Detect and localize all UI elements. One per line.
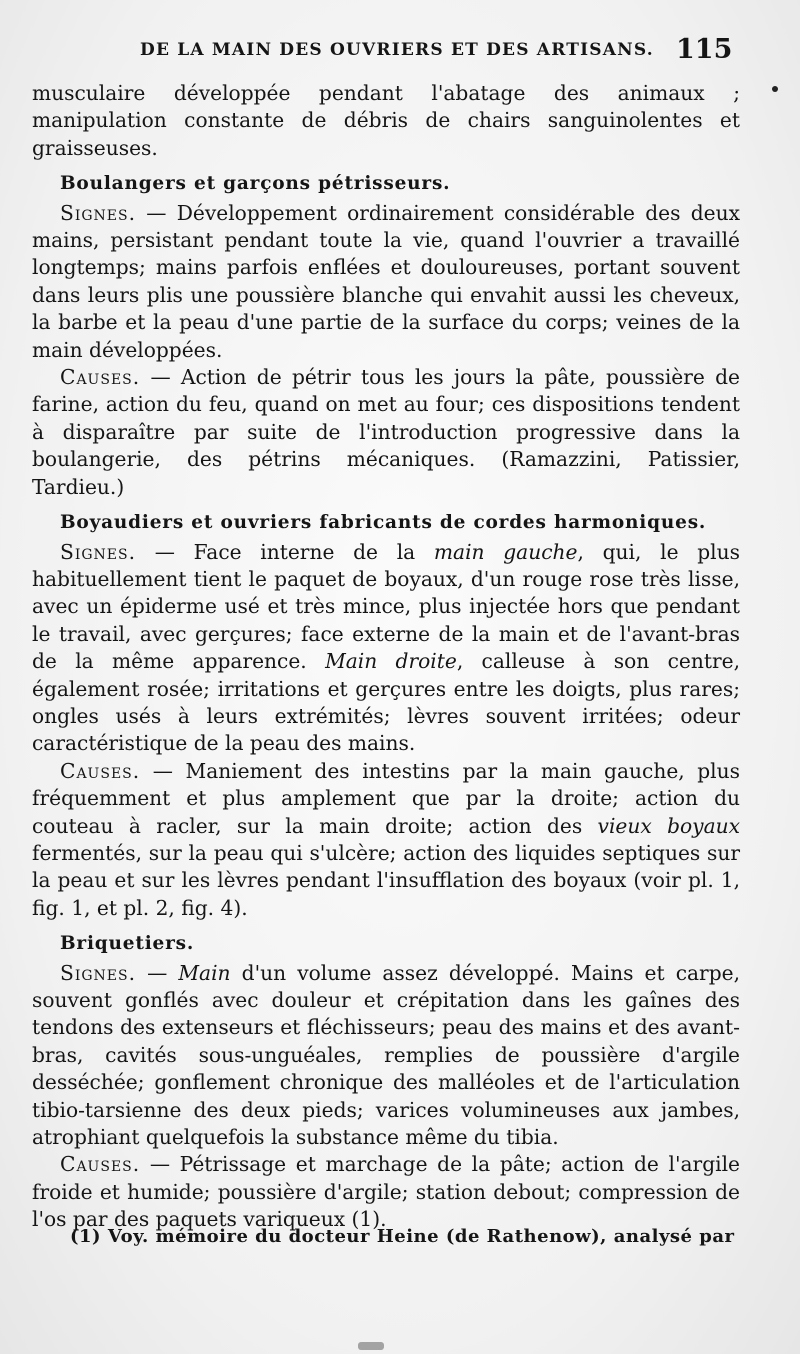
signes-text: d'un volume assez développé. Mains et carpe, souvent gonflés avec douleur et crépitation dans les gaînes des tendons des extenseurs et fléchisseurs; peau des mains et des avant-bras, cavités sous-unguéales, remplies de poussière d'argile desséchée; gonflement chronique des malléoles et de l'articulation tibio-tarsienne des deux pieds; varices volumineuses aux jambes, atrophiant quelquefois la substance même du tibia.	[32, 960, 740, 1150]
signes-text: — Développement ordinairement considérable des deux mains, persistant pendant toute la vie, quand l'ouvrier a travaillé longtemps; mains parfois enflées et douloureuses, portant souvent dans leurs plis une poussière blanche qui envahit aussi les cheveux, la barbe et la peau d'une partie de la surface du corps; veines de la main développées.	[32, 200, 740, 362]
causes-label: Causes.	[60, 365, 141, 390]
signes-text: , qui, le plus habituellement tient le paquet de boyaux, d'un rouge rose très lisse, avec un épiderme usé et très mince, plus injectée hors que pendant le travail, avec gerçures; face externe de la main et de l'avant-bras de la même apparence.	[32, 539, 740, 674]
causes-label: Causes.	[60, 758, 141, 783]
signes-label: Signes.	[60, 200, 137, 225]
signes-text: — Face interne de la	[136, 539, 434, 564]
print-smudge	[358, 1342, 384, 1350]
page-number: 115	[676, 34, 733, 65]
section-title-briquetiers: Briquetiers.	[60, 933, 195, 955]
causes-paragraph-briquetiers	[32, 1151, 740, 1233]
body-text	[32, 80, 740, 1234]
signes-label: Signes.	[60, 539, 137, 564]
section-title-boulangers: Boulangers et garçons pétrisseurs.	[60, 173, 451, 195]
causes-paragraph-boulangers	[32, 364, 740, 501]
signes-paragraph-briquetiers	[32, 960, 740, 1152]
italic-term: Main droite	[325, 649, 457, 674]
signes-label: Signes.	[60, 960, 137, 985]
signes-text: —	[136, 960, 179, 985]
italic-term: main gauche	[433, 539, 578, 564]
italic-term: vieux boyaux	[597, 813, 741, 838]
italic-term: Main	[178, 960, 231, 985]
causes-text: fermentés, sur la peau qui s'ulcère; action des liquides septiques sur la peau et sur les lèvres pendant l'insufflation des boyaux (voir pl. 1, fig. 1, et pl. 2, fig. 4).	[32, 840, 740, 920]
causes-text: — Maniement des intestins par la main gauche, plus fréquemment et plus amplement que par la droite; action du couteau à racler, sur la main droite; action des	[32, 758, 740, 838]
running-title: DE LA MAIN DES OUVRIERS ET DES ARTISANS.	[140, 40, 654, 60]
signes-paragraph-boulangers	[32, 200, 740, 364]
causes-label: Causes.	[60, 1152, 141, 1177]
signes-text: , calleuse à son centre, également rosée; irritations et gerçures entre les doigts, plus rares; ongles usés à leurs extrémités; lèvres souvent irritées; odeur caractéristique de la peau des mains.	[32, 649, 740, 756]
causes-text: — Action de pétrir tous les jours la pâte, poussière de farine, action du feu, quand on met au four; ces dispositions tendent à disparaître par suite de l'introduction progressive dans la boulangerie, des pétrins mécaniques. (Ramazzini, Patissier, Tardieu.)	[32, 365, 740, 499]
causes-text: — Pétrissage et marchage de la pâte; action de l'argile froide et humide; poussière d'argile; station debout; compression de l'os par des paquets variqueux (1).	[32, 1152, 740, 1232]
ink-dot	[772, 86, 778, 92]
intro-paragraph: musculaire développée pendant l'abatage des animaux ; manipulation constante de débris de chairs sanguinolentes et graisseuses.	[32, 81, 740, 160]
section-title-boyaudiers: Boyaudiers et ouvriers fabricants de cordes harmoniques.	[60, 512, 707, 534]
footnote: (1) Voy. mémoire du docteur Heine (de Rathenow), analysé par	[70, 1226, 735, 1247]
causes-paragraph-boyaudiers	[32, 758, 740, 922]
signes-paragraph-boyaudiers	[32, 539, 740, 758]
